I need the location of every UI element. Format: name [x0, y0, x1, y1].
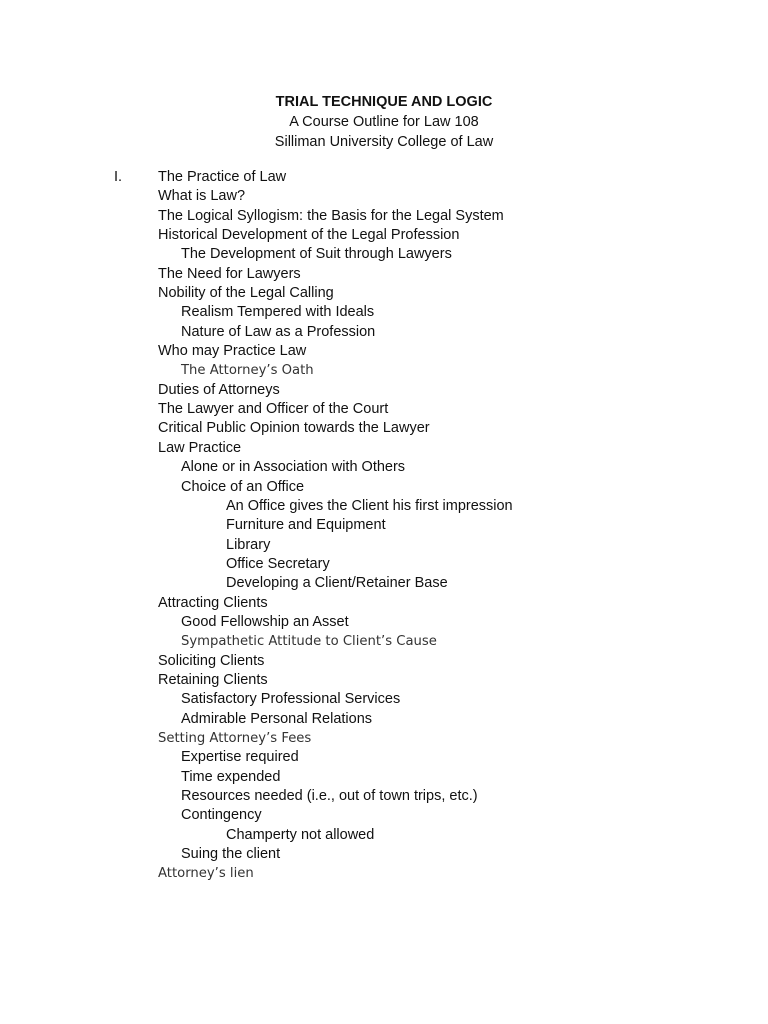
outline-item-text: Office Secretary [226, 555, 330, 572]
outline-item-text: Nature of Law as a Profession [181, 323, 376, 340]
outline-item-text: Soliciting Clients [158, 652, 265, 669]
outline-item [0, 845, 768, 864]
outline-item-text: Retaining Clients [158, 671, 268, 688]
outline-item-text: Choice of an Office [181, 478, 305, 495]
outline-item [0, 265, 768, 284]
outline-item-text: Champerty not allowed [226, 826, 375, 843]
outline-item [0, 303, 768, 322]
outline-item [0, 768, 768, 787]
document-header [0, 92, 768, 152]
outline-item [0, 439, 768, 458]
outline-item-text: Satisfactory Professional Services [181, 691, 401, 708]
outline-item-text: The Practice of Law [158, 169, 287, 185]
outline-item [0, 187, 768, 206]
outline-item-text: Historical Development of the Legal Profession [158, 227, 460, 244]
outline-item-text: Law Practice [158, 439, 242, 456]
outline-item-text: Realism Tempered with Ideals [181, 304, 375, 321]
outline-item [0, 748, 768, 767]
outline-item [0, 497, 768, 516]
outline-item-text: Setting Attorney’s Fees [158, 730, 312, 746]
outline-item [0, 458, 768, 477]
outline-item [0, 207, 768, 226]
outline-item-text: Developing a Client/Retainer Base [226, 575, 448, 592]
outline-item-text: What is Law? [158, 188, 246, 205]
outline-item [0, 323, 768, 342]
outline-item [0, 787, 768, 806]
outline-item-text: Duties of Attorneys [158, 381, 280, 398]
outline-item [0, 478, 768, 497]
outline-item-text: Critical Public Opinion towards the Lawyer [158, 420, 430, 437]
outline-item [0, 245, 768, 264]
outline-item-text: An Office gives the Client his first impression [226, 497, 513, 514]
outline-item-text: The Attorney’s Oath [181, 363, 314, 379]
outline-item-text: Attracting Clients [158, 594, 268, 611]
outline-item-text: Library [226, 536, 271, 553]
outline-item [0, 400, 768, 419]
outline-item-text: Who may Practice Law [158, 343, 307, 360]
outline-item [0, 361, 768, 380]
outline-item [0, 555, 768, 574]
document-subtitle: A Course Outline for Law 108 [289, 114, 479, 130]
outline-item [0, 342, 768, 361]
outline-item-text: Alone or in Association with Others [181, 459, 406, 476]
outline-item [0, 168, 768, 187]
outline-item-text: The Lawyer and Officer of the Court [158, 401, 389, 418]
outline-item [0, 806, 768, 825]
outline-item-text: Sympathetic Attitude to Client’s Cause [181, 634, 437, 650]
outline-item-text: The Logical Syllogism: the Basis for the Legal System [158, 207, 504, 224]
outline-item-text: Furniture and Equipment [226, 517, 386, 534]
outline-item-text: Expertise required [181, 749, 299, 766]
outline-item-text: Admirable Personal Relations [181, 710, 373, 727]
outline-item-text: The Need for Lawyers [158, 265, 301, 282]
outline-item [0, 864, 768, 883]
outline-item-text: Contingency [181, 807, 262, 824]
course-outline [0, 168, 768, 884]
outline-item [0, 381, 768, 400]
outline-item [0, 652, 768, 671]
outline-item [0, 729, 768, 748]
outline-item [0, 419, 768, 438]
outline-item [0, 671, 768, 690]
outline-item [0, 690, 768, 709]
outline-item-text: Time expended [181, 768, 281, 785]
outline-item-text: The Development of Suit through Lawyers [181, 246, 452, 263]
outline-item [0, 710, 768, 729]
outline-item-text: Attorney’s lien [158, 866, 254, 882]
outline-item [0, 632, 768, 651]
outline-item [0, 516, 768, 535]
outline-item [0, 574, 768, 593]
outline-item-text: Suing the client [181, 846, 281, 863]
outline-item [0, 536, 768, 555]
outline-item [0, 594, 768, 613]
outline-item [0, 826, 768, 845]
outline-item-text: Nobility of the Legal Calling [158, 285, 334, 302]
section-number: I. [114, 169, 123, 185]
document-title: TRIAL TECHNIQUE AND LOGIC [275, 94, 493, 110]
outline-item-text: Good Fellowship an Asset [181, 613, 349, 630]
outline-item [0, 284, 768, 303]
outline-item [0, 613, 768, 632]
institution-name: Silliman University College of Law [274, 134, 494, 150]
outline-item [0, 226, 768, 245]
outline-item-text: Resources needed (i.e., out of town trips, etc.) [181, 788, 478, 804]
